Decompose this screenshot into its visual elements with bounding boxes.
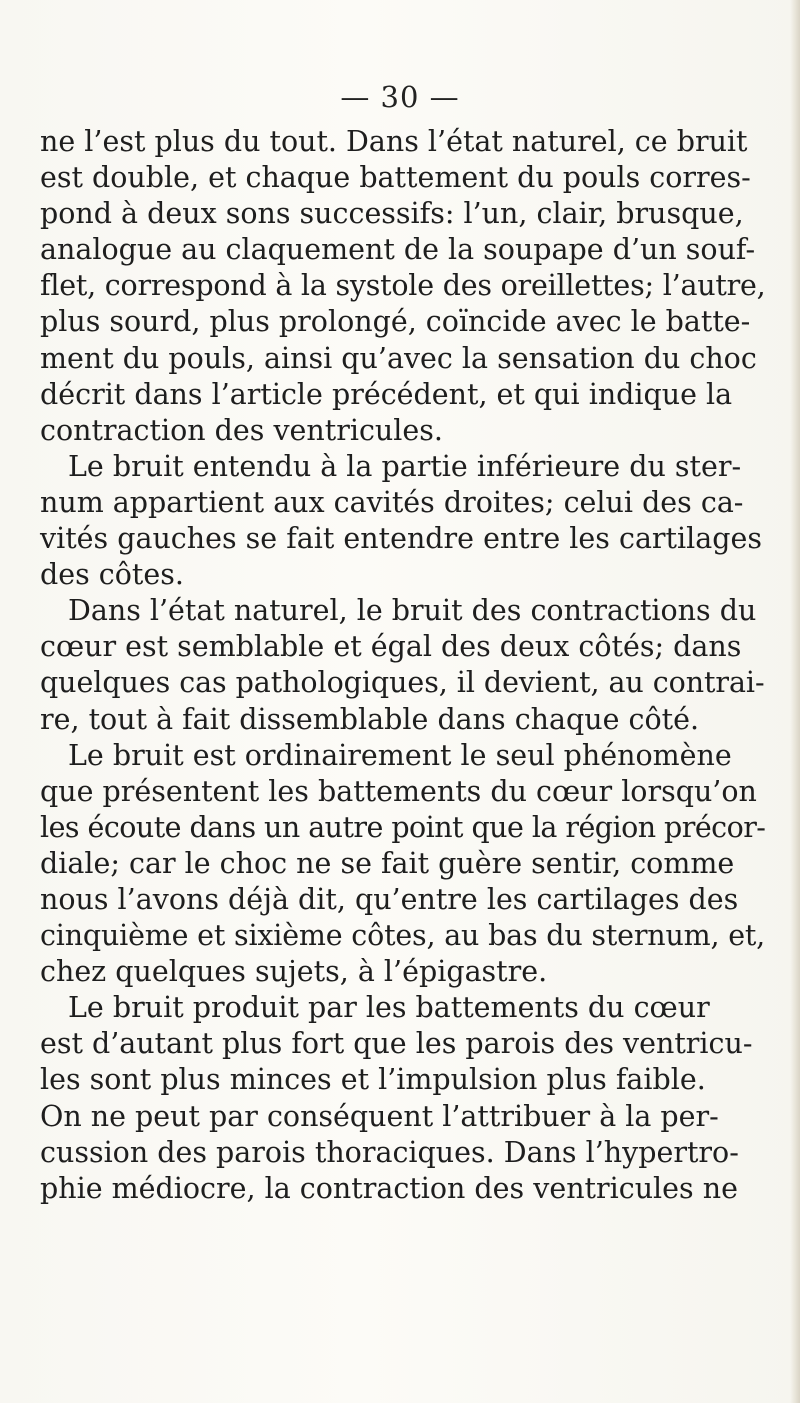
text-line: Le bruit entendu à la partie inférieure du ster- — [68, 449, 742, 483]
text-line: analogue au claquement de la soupape d’un souf- — [40, 233, 756, 267]
text-line: quelques cas pathologiques, il devient, au contrai- — [40, 666, 765, 700]
text-line: chez quelques sujets, à l’épigastre. — [40, 955, 548, 989]
text-line: vités gauches se fait entendre entre les cartilages — [40, 522, 762, 556]
text-line: contraction des ventricules. — [40, 413, 443, 447]
text-line: num appartient aux cavités droites; celui des ca- — [40, 485, 744, 519]
text-line: des côtes. — [40, 558, 184, 592]
text-line: Le bruit produit par les battements du cœur — [68, 991, 710, 1025]
page-number: — 30 — — [340, 80, 460, 114]
text-line: que présentent les battements du cœur lorsqu’on — [40, 774, 757, 808]
text-line: plus sourd, plus prolongé, coïncide avec le batte- — [40, 305, 751, 339]
text-line: Le bruit est ordinairement le seul phénomène — [68, 738, 732, 772]
text-line: ment du pouls, ainsi qu’avec la sensation du choc — [40, 341, 757, 375]
text-line: phie médiocre, la contraction des ventricules ne — [40, 1171, 738, 1205]
text-line: Dans l’état naturel, le bruit des contractions du — [68, 594, 757, 628]
text-line: décrit dans l’article précédent, et qui indique la — [40, 377, 733, 411]
text-line: cinquième et sixième côtes, au bas du sternum, et, — [40, 919, 766, 953]
text-line: les écoute dans un autre point que la région précor- — [40, 810, 766, 844]
text-line: les sont plus minces et l’impulsion plus faible. — [40, 1063, 706, 1097]
text-line: nous l’avons déjà dit, qu’entre les cartilages des — [40, 882, 739, 916]
body-text — [40, 124, 765, 1207]
text-line: diale; car le choc ne se fait guère sentir, comme — [40, 846, 735, 880]
text-line: cœur est semblable et égal des deux côtés; dans — [40, 630, 742, 664]
text-line: flet, correspond à la systole des oreillettes; l’autre, — [40, 269, 766, 303]
text-line: cussion des parois thoraciques. Dans l’hypertro- — [40, 1135, 739, 1169]
text-line: re, tout à fait dissemblable dans chaque côté. — [40, 702, 700, 736]
text-line: pond à deux sons successifs: l’un, clair, brusque, — [40, 197, 744, 231]
text-line: On ne peut par conséquent l’attribuer à la per- — [40, 1099, 719, 1133]
text-line: est d’autant plus fort que les parois des ventricu- — [40, 1027, 753, 1061]
page-edge-shadow — [790, 0, 800, 1403]
text-line: ne l’est plus du tout. Dans l’état naturel, ce bruit — [40, 125, 748, 158]
text-line: est double, et chaque battement du pouls corres- — [40, 161, 751, 195]
